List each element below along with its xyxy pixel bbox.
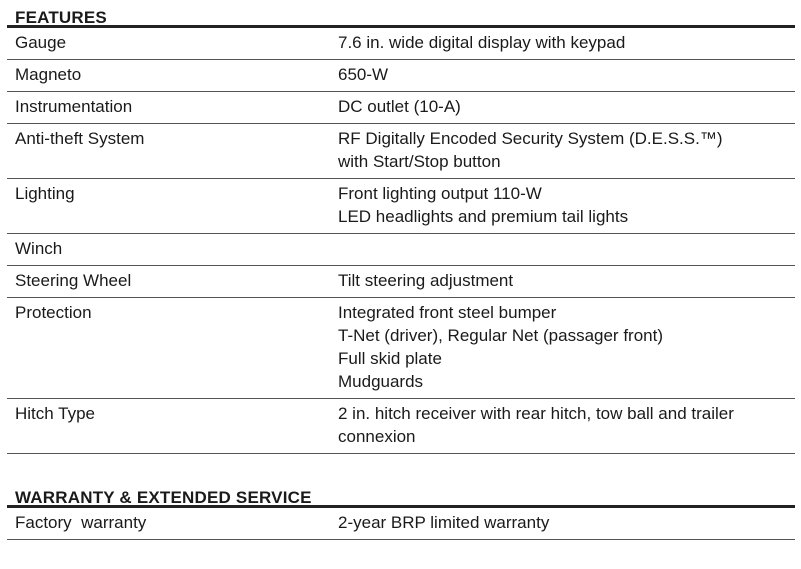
value-line: DC outlet (10-A) — [338, 97, 461, 116]
table-row — [7, 508, 795, 540]
row-value — [322, 508, 795, 540]
row-value — [322, 124, 795, 179]
row-label: Steering Wheel — [7, 266, 322, 298]
value-line: connexion — [338, 427, 416, 446]
row-value — [322, 28, 795, 60]
value-line: Tilt steering adjustment — [338, 271, 514, 290]
value-line: with Start/Stop button — [338, 152, 501, 171]
row-label: Anti-theft System — [7, 124, 322, 179]
value-line: 7.6 in. wide digital display with keypad — [338, 33, 626, 52]
row-value — [322, 60, 795, 92]
features-section-title: FEATURES — [7, 0, 795, 28]
table-row — [7, 399, 795, 454]
row-label: Gauge — [7, 28, 322, 60]
row-label: Lighting — [7, 179, 322, 234]
row-value — [322, 234, 795, 266]
row-label: Winch — [7, 234, 322, 266]
table-row — [7, 60, 795, 92]
value-line: Front lighting output 110-W — [338, 184, 542, 203]
row-value — [322, 179, 795, 234]
table-row — [7, 266, 795, 298]
value-line: T-Net (driver), Regular Net (passager front) — [338, 326, 663, 345]
value-line: Full skid plate — [338, 349, 442, 368]
value-line: LED headlights and premium tail lights — [338, 207, 629, 226]
row-value — [322, 92, 795, 124]
value-line — [338, 237, 787, 260]
row-value — [322, 298, 795, 399]
table-row — [7, 124, 795, 179]
row-label: Hitch Type — [7, 399, 322, 454]
warranty-section-title: WARRANTY & EXTENDED SERVICE — [7, 480, 795, 508]
warranty-table — [7, 508, 795, 540]
table-row — [7, 234, 795, 266]
row-label: Protection — [7, 298, 322, 399]
features-table — [7, 28, 795, 454]
table-row — [7, 28, 795, 60]
row-label: Magneto — [7, 60, 322, 92]
row-label: Factory warranty — [7, 508, 322, 540]
row-value — [322, 266, 795, 298]
value-line: Mudguards — [338, 372, 424, 391]
value-line: 650-W — [338, 65, 389, 84]
value-line: 2 in. hitch receiver with rear hitch, tow ball and trailer — [338, 404, 734, 423]
value-line: RF Digitally Encoded Security System (D.E.S.S.™) — [338, 129, 723, 148]
table-row — [7, 298, 795, 399]
value-line: 2-year BRP limited warranty — [338, 513, 550, 532]
table-row — [7, 92, 795, 124]
row-label: Instrumentation — [7, 92, 322, 124]
row-value — [322, 399, 795, 454]
value-line: Integrated front steel bumper — [338, 303, 557, 322]
table-row — [7, 179, 795, 234]
spec-sheet — [7, 0, 795, 540]
